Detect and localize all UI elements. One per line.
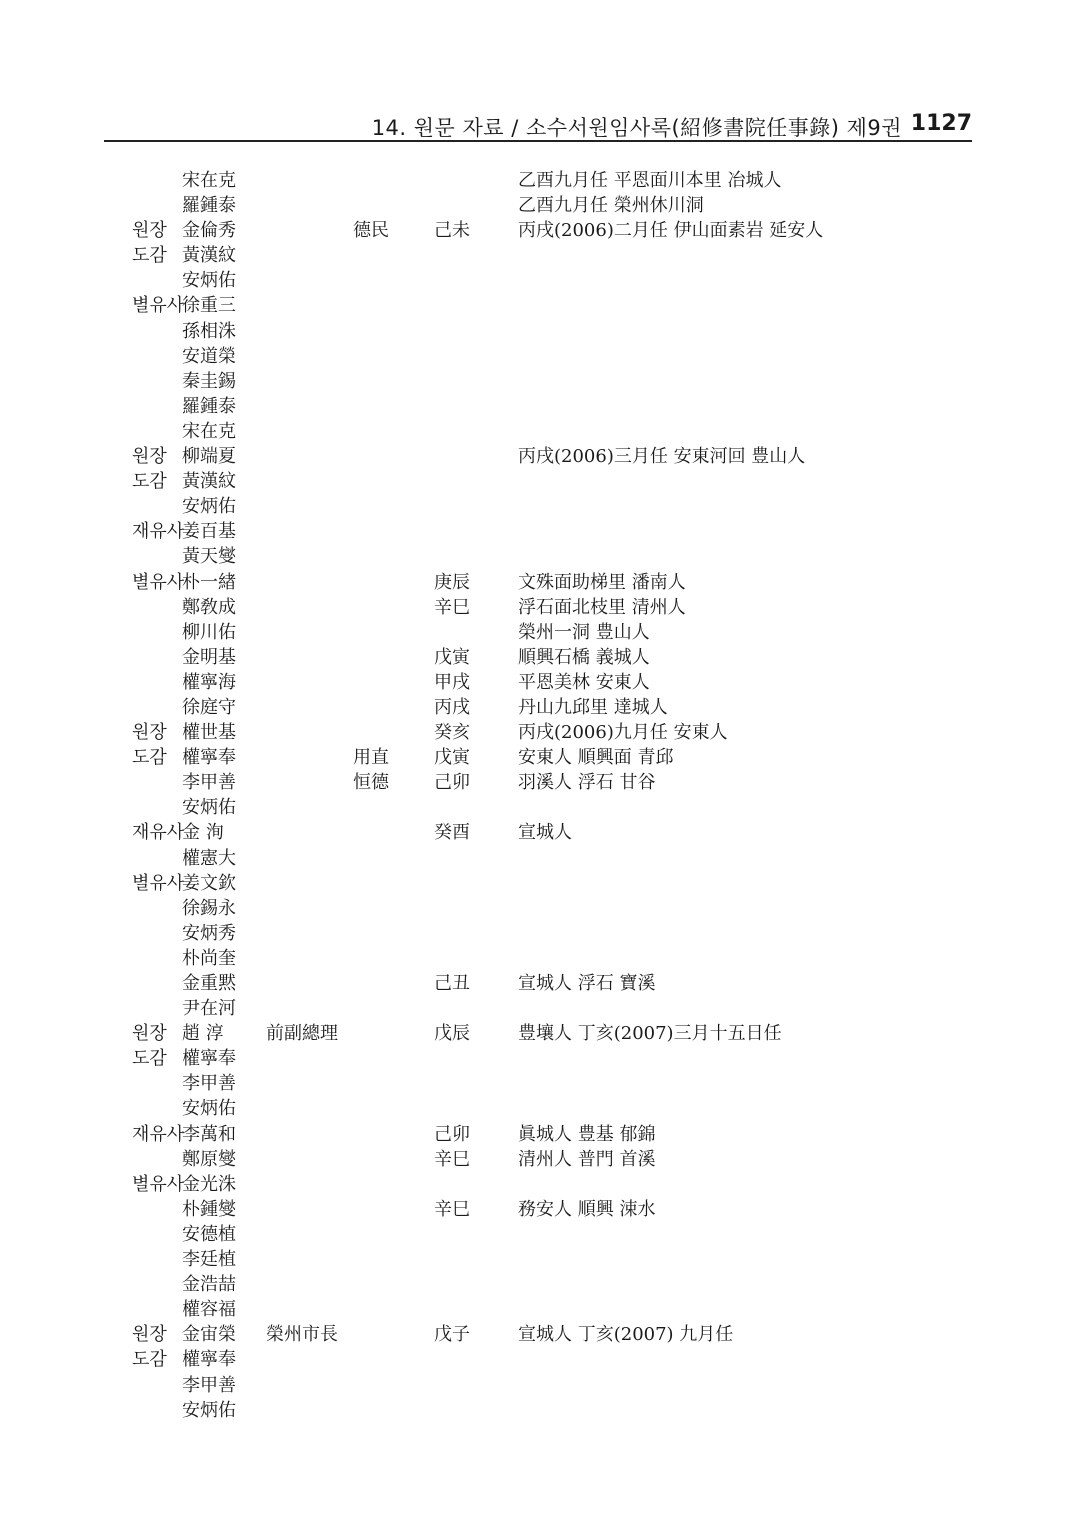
person-name: 安炳秀 (182, 922, 236, 944)
appointment-note: 眞城人 豊基 郁錦 (518, 1123, 656, 1145)
birth-year: 癸亥 (434, 722, 470, 744)
role-label: 원장 (132, 220, 167, 242)
person-name: 徐庭守 (182, 696, 236, 718)
person-name: 趙 淳 (182, 1023, 224, 1045)
person-name: 安道榮 (182, 345, 236, 367)
appointment-note: 丹山九邱里 達城人 (518, 696, 668, 718)
person-name: 鄭原燮 (182, 1148, 236, 1170)
list-item (0, 419, 1075, 444)
role-label: 재유사 (132, 1123, 185, 1145)
birth-year: 丙戌 (434, 696, 470, 718)
list-item (0, 1272, 1075, 1297)
birth-year: 辛巳 (434, 1198, 470, 1220)
person-name: 徐重三 (182, 295, 236, 317)
appointment-note: 宣城人 浮石 寶溪 (518, 973, 656, 994)
list-item (0, 243, 1075, 268)
appointment-note: 宣城人 (518, 822, 572, 844)
list-item (0, 319, 1075, 344)
person-name: 安炳佑 (182, 1098, 236, 1120)
courtesy-name: 德民 (353, 220, 389, 242)
person-name: 金 洵 (182, 822, 224, 844)
list-item (0, 1297, 1075, 1322)
birth-year: 戊辰 (434, 1023, 470, 1045)
person-name: 權憲大 (182, 847, 236, 869)
list-item (0, 218, 1075, 243)
role-label: 별유사 (132, 1173, 185, 1195)
person-name: 羅鍾泰 (182, 395, 236, 417)
list-item (0, 795, 1075, 820)
list-item (0, 193, 1075, 218)
person-name: 秦圭錫 (182, 370, 236, 392)
list-item (0, 1172, 1075, 1197)
person-name: 安炳佑 (182, 270, 236, 292)
list-item (0, 369, 1075, 394)
appointment-note: 宣城人 丁亥(2007) 九月任 (518, 1324, 734, 1346)
appointment-note: 安東人 順興面 青邱 (518, 747, 674, 769)
list-item (0, 871, 1075, 896)
list-item (0, 820, 1075, 845)
list-item (0, 394, 1075, 419)
person-name: 金明基 (182, 646, 236, 668)
list-item (0, 1222, 1075, 1247)
person-name: 尹在河 (182, 998, 236, 1020)
role-label: 도감 (132, 471, 167, 493)
birth-year: 癸酉 (434, 822, 470, 844)
list-item (0, 444, 1075, 469)
list-item (0, 745, 1075, 770)
appointment-note: 順興石橋 義城人 (518, 646, 650, 668)
appointment-note: 丙戌(2006)二月任 伊山面素岩 延安人 (518, 220, 824, 242)
officer-list (0, 168, 1075, 1423)
role-label: 도감 (132, 747, 167, 769)
person-name: 安炳佑 (182, 1399, 236, 1421)
list-item (0, 1021, 1075, 1046)
list-item (0, 1322, 1075, 1347)
list-item (0, 896, 1075, 921)
person-name: 金浩喆 (182, 1274, 236, 1296)
person-name: 宋在克 (182, 170, 236, 191)
role-label: 원장 (132, 1324, 167, 1346)
birth-year: 己丑 (434, 973, 470, 994)
birth-year: 庚辰 (434, 571, 470, 593)
list-item (0, 846, 1075, 871)
birth-year: 辛巳 (434, 596, 470, 618)
list-item (0, 1197, 1075, 1222)
list-item (0, 544, 1075, 569)
role-label: 별유사 (132, 872, 185, 894)
birth-year: 己未 (434, 220, 470, 242)
appointment-note: 清州人 普門 首溪 (518, 1148, 656, 1170)
list-item (0, 469, 1075, 494)
list-item (0, 921, 1075, 946)
person-name: 金宙榮 (182, 1324, 236, 1346)
birth-year: 甲戌 (434, 671, 470, 693)
person-name: 姜文欽 (182, 872, 236, 894)
list-item (0, 695, 1075, 720)
role-label: 도감 (132, 1349, 167, 1371)
person-name: 權容福 (182, 1299, 236, 1321)
appointment-note: 平恩美林 安東人 (518, 671, 650, 693)
person-name: 權世基 (182, 722, 236, 744)
role-label: 원장 (132, 446, 167, 468)
person-name: 金倫秀 (182, 220, 236, 242)
person-name: 金重黙 (182, 973, 236, 994)
list-item (0, 645, 1075, 670)
person-name: 柳川佑 (182, 621, 236, 643)
appointment-note: 務安人 順興 涑水 (518, 1198, 656, 1220)
person-name: 安炳佑 (182, 797, 236, 819)
person-name: 羅鍾泰 (182, 195, 236, 217)
position-title: 前副總理 (266, 1023, 338, 1045)
birth-year: 戊寅 (434, 646, 470, 668)
birth-year: 戊寅 (434, 747, 470, 769)
appointment-note: 乙酉九月任 平恩面川本里 冶城人 (518, 170, 782, 191)
person-name: 李廷植 (182, 1249, 236, 1271)
list-item (0, 720, 1075, 745)
list-item (0, 293, 1075, 318)
person-name: 李甲善 (182, 772, 236, 794)
person-name: 權寧奉 (182, 747, 236, 769)
person-name: 黃漢紋 (182, 471, 236, 493)
list-item (0, 996, 1075, 1021)
person-name: 李甲善 (182, 1073, 236, 1095)
list-item (0, 494, 1075, 519)
list-item (0, 670, 1075, 695)
appointment-note: 丙戌(2006)三月任 安東河回 豊山人 (518, 446, 806, 468)
page-header (104, 108, 972, 142)
person-name: 朴鍾燮 (182, 1198, 236, 1220)
role-label: 별유사 (132, 571, 185, 593)
appointment-note: 浮石面北枝里 清州人 (518, 596, 686, 618)
appointment-note: 文殊面助梯里 潘南人 (518, 571, 686, 593)
list-item (0, 1046, 1075, 1071)
appointment-note: 豊壤人 丁亥(2007)三月十五日任 (518, 1023, 782, 1045)
person-name: 姜百基 (182, 521, 236, 543)
birth-year: 辛巳 (434, 1148, 470, 1170)
position-title: 榮州市長 (266, 1324, 338, 1346)
list-item (0, 1147, 1075, 1172)
appointment-note: 羽溪人 浮石 甘谷 (518, 772, 656, 794)
role-label: 도감 (132, 1048, 167, 1070)
role-label: 원장 (132, 1023, 167, 1045)
list-item (0, 946, 1075, 971)
list-item (0, 971, 1075, 996)
person-name: 黃漢紋 (182, 245, 236, 267)
list-item (0, 168, 1075, 193)
page-number: 1127 (910, 111, 972, 136)
person-name: 權寧奉 (182, 1349, 236, 1371)
running-title: 14. 원문 자료 / 소수서원임사록(紹修書院任事錄) 제9권 (371, 116, 902, 140)
person-name: 鄭敎成 (182, 596, 236, 618)
role-label: 원장 (132, 722, 167, 744)
list-item (0, 1071, 1075, 1096)
list-item (0, 595, 1075, 620)
list-item (0, 1398, 1075, 1423)
list-item (0, 344, 1075, 369)
courtesy-name: 用直 (353, 747, 389, 769)
person-name: 宋在克 (182, 420, 236, 442)
person-name: 李萬和 (182, 1123, 236, 1145)
list-item (0, 770, 1075, 795)
list-item (0, 1122, 1075, 1147)
person-name: 金光洙 (182, 1173, 236, 1195)
person-name: 黃天燮 (182, 546, 236, 568)
birth-year: 戊子 (434, 1324, 470, 1346)
appointment-note: 榮州一洞 豊山人 (518, 621, 650, 643)
appointment-note: 丙戌(2006)九月任 安東人 (518, 722, 728, 744)
list-item (0, 268, 1075, 293)
list-item (0, 519, 1075, 544)
person-name: 柳端夏 (182, 446, 236, 468)
role-label: 도감 (132, 245, 167, 267)
person-name: 安炳佑 (182, 496, 236, 518)
person-name: 孫相洙 (182, 320, 236, 342)
list-item (0, 1347, 1075, 1372)
list-item (0, 620, 1075, 645)
person-name: 權寧奉 (182, 1048, 236, 1070)
person-name: 李甲善 (182, 1374, 236, 1396)
birth-year: 己卯 (434, 772, 470, 794)
appointment-note: 乙酉九月任 榮州休川洞 (518, 195, 704, 217)
role-label: 재유사 (132, 521, 185, 543)
person-name: 權寧海 (182, 671, 236, 693)
list-item (0, 1247, 1075, 1272)
person-name: 徐錫永 (182, 897, 236, 919)
person-name: 安德植 (182, 1223, 236, 1245)
person-name: 朴尚奎 (182, 947, 236, 969)
list-item (0, 570, 1075, 595)
courtesy-name: 恒德 (353, 772, 389, 794)
role-label: 별유사 (132, 295, 185, 317)
birth-year: 己卯 (434, 1123, 470, 1145)
list-item (0, 1373, 1075, 1398)
list-item (0, 1096, 1075, 1121)
person-name: 朴一緖 (182, 571, 236, 593)
role-label: 재유사 (132, 822, 185, 844)
